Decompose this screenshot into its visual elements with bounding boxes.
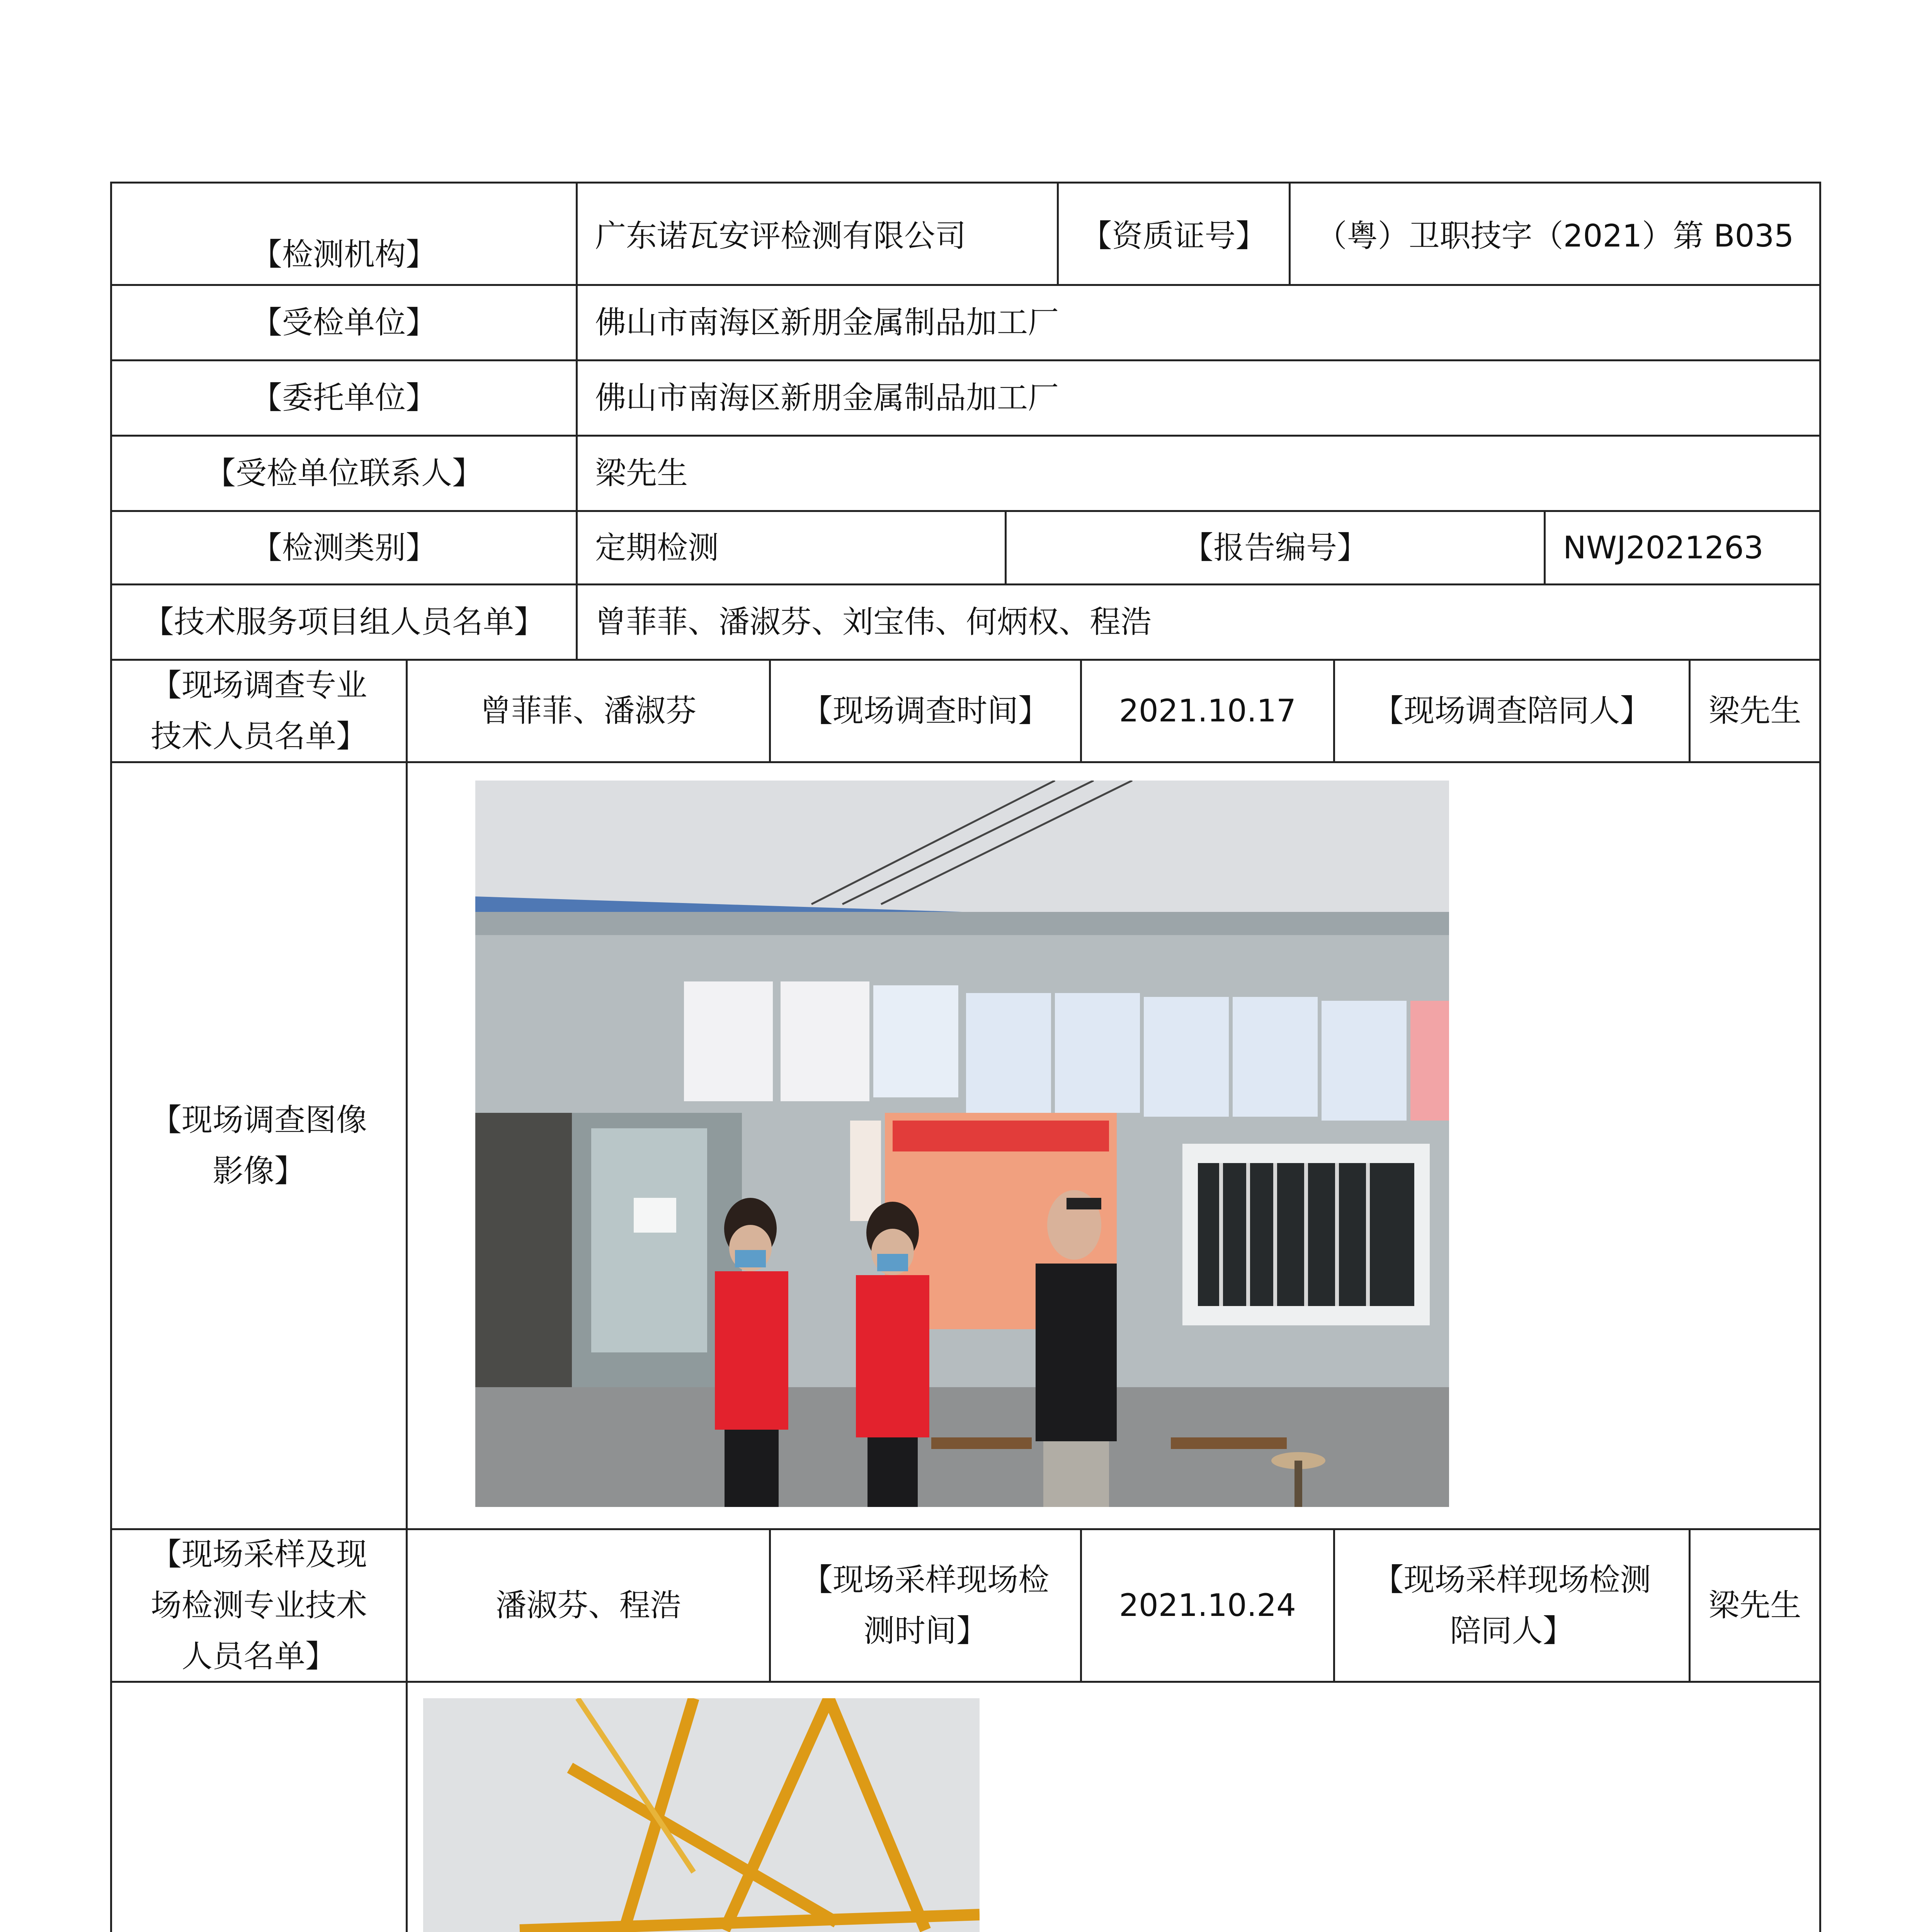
survey-escort-label: 【现场调查陪同人】 <box>1373 693 1651 729</box>
survey-time-value: 2021.10.17 <box>1119 693 1296 729</box>
sampling-staff-label: 【现场采样及现 场检测专业技术 人员名单】 <box>151 1536 367 1674</box>
row-sampling-image <box>110 1681 1821 1932</box>
row-client-unit <box>110 359 1821 435</box>
contact-label: 【受检单位联系人】 <box>205 455 483 491</box>
row-team <box>110 583 1821 659</box>
report-label: 【报告编号】 <box>1182 529 1368 566</box>
sampling-image-label <box>112 1683 406 1932</box>
sampling-staff-value: 潘淑芬、程浩 <box>495 1587 681 1623</box>
cert-label: 【资质证号】 <box>1081 218 1267 254</box>
survey-photo <box>475 781 1449 1507</box>
team-label: 【技术服务项目组人员名单】 <box>143 604 545 640</box>
org-value: 广东诺瓦安评检测有限公司 <box>595 218 966 254</box>
type-value: 定期检测 <box>595 529 719 566</box>
survey-staff-value: 曾菲菲、潘淑芬 <box>480 693 697 729</box>
row-inspected-unit <box>110 284 1821 359</box>
survey-image-label: 【现场调查图像 影像】 <box>151 1102 367 1189</box>
survey-escort-value: 梁先生 <box>1708 693 1801 729</box>
client-value: 佛山市南海区新朋金属制品加工厂 <box>595 380 1059 416</box>
cert-value: （粤）卫职技字（2021）第 B035 <box>1316 218 1794 254</box>
row-organization <box>110 182 1821 284</box>
row-sampling <box>110 1528 1821 1681</box>
contact-value: 梁先生 <box>595 455 688 491</box>
sampling-escort-label: 【现场采样现场检测 陪同人】 <box>1373 1562 1651 1649</box>
row-survey <box>110 659 1821 761</box>
inspected-value: 佛山市南海区新朋金属制品加工厂 <box>595 304 1059 340</box>
org-label: 【检测机构】 <box>251 236 437 272</box>
row-type-report <box>110 510 1821 583</box>
row-contact <box>110 435 1821 510</box>
sampling-time-value: 2021.10.24 <box>1119 1587 1296 1623</box>
sampling-escort-value: 梁先生 <box>1708 1587 1801 1623</box>
row-survey-image <box>110 761 1821 1528</box>
inspected-label: 【受检单位】 <box>251 304 437 340</box>
type-label: 【检测类别】 <box>251 529 437 566</box>
survey-staff-label: 【现场调查专业 技术人员名单】 <box>151 667 367 754</box>
survey-time-label: 【现场调查时间】 <box>802 693 1049 729</box>
report-value: NWJ2021263 <box>1563 529 1764 566</box>
sampling-time-label: 【现场采样现场检 测时间】 <box>802 1562 1049 1649</box>
team-value: 曾菲菲、潘淑芬、刘宝伟、何炳权、程浩 <box>595 604 1152 640</box>
client-label: 【委托单位】 <box>251 380 437 416</box>
sampling-photo <box>423 1698 980 1932</box>
